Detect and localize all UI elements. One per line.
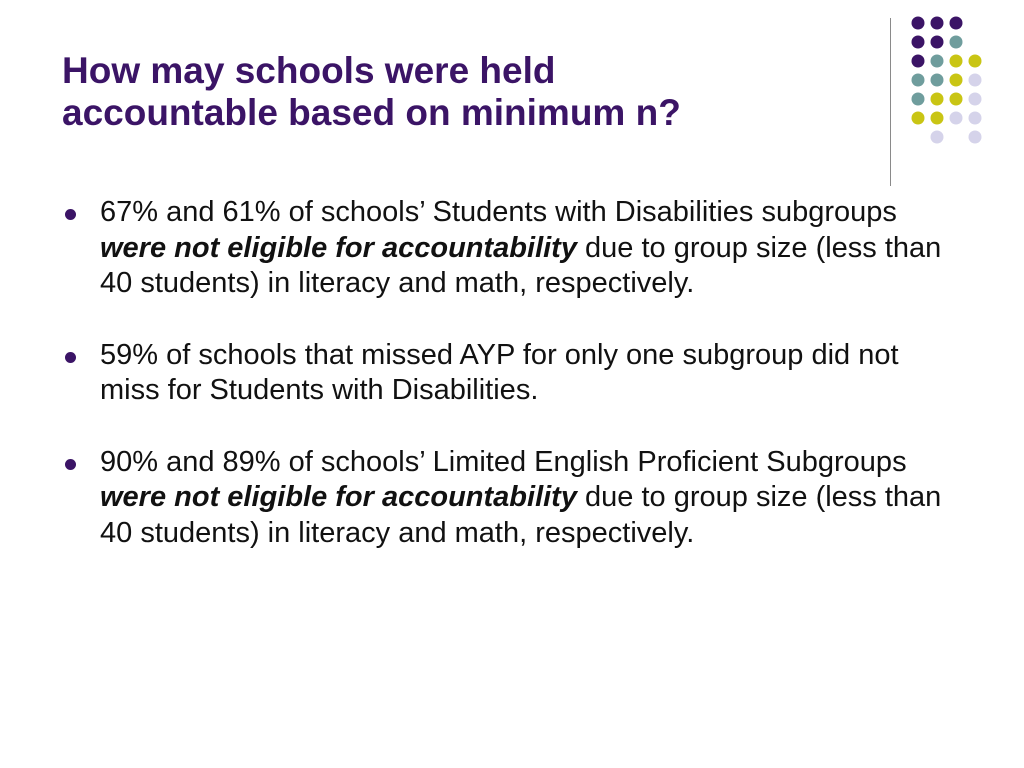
decorative-dot (912, 36, 925, 49)
decorative-dot (912, 17, 925, 30)
decorative-dot (912, 93, 925, 106)
bullet-text-continued: due to group size (less than 40 students) in literacy and math, respectively. (100, 231, 942, 299)
decorative-dot (969, 55, 982, 68)
divider-line (890, 18, 891, 186)
decorative-dot (931, 17, 944, 30)
bullet-text-continued: due to group size (less than 40 students) in literacy and math, respectively. (100, 481, 942, 549)
decorative-dot (931, 36, 944, 49)
bullet-emphasis: were not eligible for accountability (100, 481, 577, 513)
bullet-dot-icon (65, 352, 76, 363)
decorative-dot (931, 74, 944, 87)
bullet-dot-icon (65, 209, 76, 220)
decorative-dot (950, 74, 963, 87)
decorative-dot (969, 93, 982, 106)
decorative-dot (950, 36, 963, 49)
decorative-dot (912, 55, 925, 68)
bullet-item (62, 195, 962, 302)
decorative-dot (931, 93, 944, 106)
bullet-emphasis: were not eligible for accountability (100, 231, 577, 264)
decorative-dot (931, 112, 944, 125)
slide-title-line-2: accountable based on minimum n? (62, 92, 681, 133)
decorative-dot (950, 17, 963, 30)
bullet-item (62, 445, 962, 552)
bullet-item (62, 338, 962, 409)
decorative-dot (931, 55, 944, 68)
decorative-dot (950, 112, 963, 125)
decorative-dot (912, 112, 925, 125)
decorative-dot (969, 131, 982, 144)
slide-title-line-1: How may schools were held (62, 50, 556, 91)
decorative-dot (969, 74, 982, 87)
decorative-dot (950, 55, 963, 68)
bullet-text: 59% of schools that missed AYP for only one subgroup did not miss for Students with Disabilities. (100, 338, 899, 406)
bullet-text: 67% and 61% of schools’ Students with Disabilities subgroups (100, 196, 897, 228)
bullet-dot-icon (65, 459, 76, 470)
bullet-text: 90% and 89% of schools’ Limited English Proficient Subgroups (100, 445, 907, 478)
decorative-dot (931, 131, 944, 144)
decorative-dot (912, 74, 925, 87)
bullet-list (62, 195, 962, 587)
slide-title (62, 50, 862, 134)
decorative-dot (950, 93, 963, 106)
decorative-dot (969, 112, 982, 125)
